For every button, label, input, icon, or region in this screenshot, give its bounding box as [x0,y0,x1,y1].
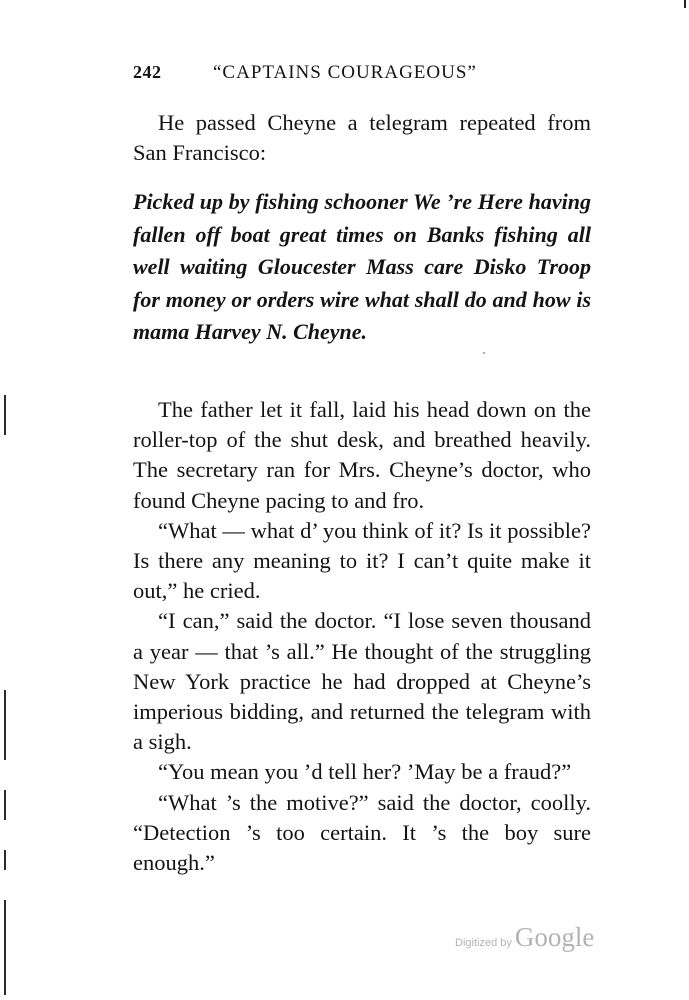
paragraph: “You mean you ’d tell her? ’May be a fraud?” [158,759,572,785]
page-header [133,58,591,88]
paragraph: The father let it fall, laid his head down on the roller-top of the shut desk, and breathed heavily. The secretary ran for Mrs. Cheyne’s doctor, who found Cheyne pacing to and fro. [133,397,591,513]
paragraph: “I can,” said the doctor. “I lose seven thousand a year — that ’s all.” He thought of the struggling New York practice he had dropped at Cheyne’s imperious bidding, and returned the telegram with a sigh. [133,608,591,755]
paragraph-text: He passed Cheyne a telegram repeated from San Francisco: [133,110,591,166]
scan-edge-line [4,690,6,760]
watermark-prefix: Digitized by [455,937,512,949]
paragraph: “What — what d’ you think of it? Is it possible? Is there any meaning to it? I can’t quite make it out,” he cried. [133,517,591,604]
paragraph: “What ’s the motive?” said the doctor, coolly. “Detection ’s too certain. It ’s the boy sure enough.” [133,789,591,876]
body-text [133,395,591,878]
google-logo: Google [514,922,595,952]
telegram-body: Picked up by fishing schooner We ’re Here having fallen off boat great times on Banks fishing all well waiting Gloucester Mass care Disko Troop for money or orders wire what shall do and how is mama Harvey N. Cheyne. [133,189,591,344]
telegram-text [133,186,591,349]
digitized-watermark [455,922,594,953]
scan-edge-line [4,395,6,435]
intro-paragraph [133,108,591,168]
scan-edge-line [4,790,6,820]
scan-mark [684,0,686,8]
running-title: “CAPTAINS COURAGEOUS” [213,62,477,83]
page-number: 242 [133,62,162,82]
scan-edge-line [4,850,6,870]
scan-speck [483,352,485,354]
scan-edge-line [4,900,6,995]
